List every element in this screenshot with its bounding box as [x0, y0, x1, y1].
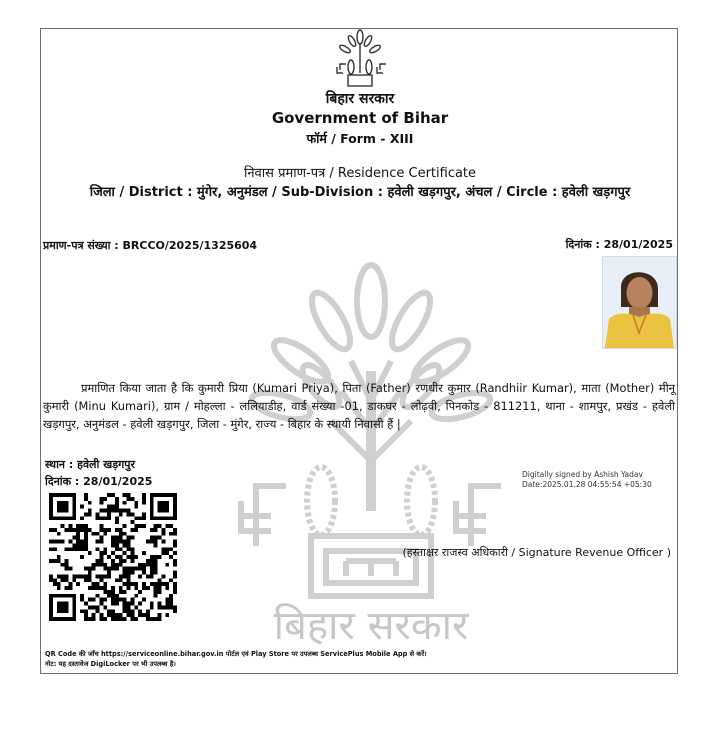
qr-verification-note: QR Code की जाँच https://serviceonline.bihar.gov.in पोर्टल एवं Play Store पर उपलब्ध ServicePlus Mobile App से करें।	[45, 650, 427, 658]
district-line: जिला / District : मुंगेर, अनुमंडल / Sub-Division : हवेली खड़गपुर, अंचल / Circle : हवेली खड़गपुर	[89, 185, 631, 200]
place-date-label: दिनांक : 28/01/2025	[45, 475, 153, 488]
bihar-emblem-watermark	[221, 261, 521, 651]
place-label: स्थान : हवेली खड़गपुर	[45, 458, 136, 471]
digital-signature-block	[522, 470, 652, 490]
certificate-number: प्रमाण-पत्र संख्या : BRCCO/2025/1325604	[43, 239, 258, 252]
state-name-hindi: बिहार सरकार	[325, 91, 395, 107]
watermark-text: बिहार सरकार	[273, 603, 469, 649]
digital-signature-date: Date:2025.01.28 04:55:54 +05:30	[522, 480, 652, 489]
bihar-emblem-logo	[331, 29, 389, 89]
digilocker-note: नोट: यह दस्तावेज DigiLocker पर भी उपलब्ध है।	[45, 660, 176, 668]
applicant-photo	[602, 256, 677, 349]
qr-code	[49, 493, 177, 621]
signature-label: (हस्ताक्षर राजस्व अधिकारी / Signature Revenue Officer )	[402, 546, 671, 559]
form-number: फॉर्म / Form - XIII	[306, 131, 414, 146]
digital-signature-name: Digitally signed by Ashish Yadav	[522, 470, 643, 479]
certificate-date: दिनांक : 28/01/2025	[565, 238, 673, 251]
state-name-english: Government of Bihar	[271, 109, 449, 127]
certificate-page	[40, 28, 678, 674]
certificate-body-text: प्रमाणित किया जाता है कि कुमारी प्रिया (Kumari Priya), पिता (Father) रणधीर कुमार (Randhiir Kumar), माता (Mother) मीनू कुमारी (Minu Kumari), ग्राम / मोहल्ला - ललियाडीह, वार्ड संख्या -01, डाकघर - लोढ़वी, पिनकोड - 811211, थाना - शामपुर, प्रखंड - हवेली खड़गपुर, अनुमंडल - हवेली खड़गपुर, जिला - मुंगेर, राज्य - बिहार के स्थायी निवासी हैं |	[43, 381, 675, 431]
certificate-title: निवास प्रमाण-पत्र / Residence Certificate	[243, 166, 477, 181]
